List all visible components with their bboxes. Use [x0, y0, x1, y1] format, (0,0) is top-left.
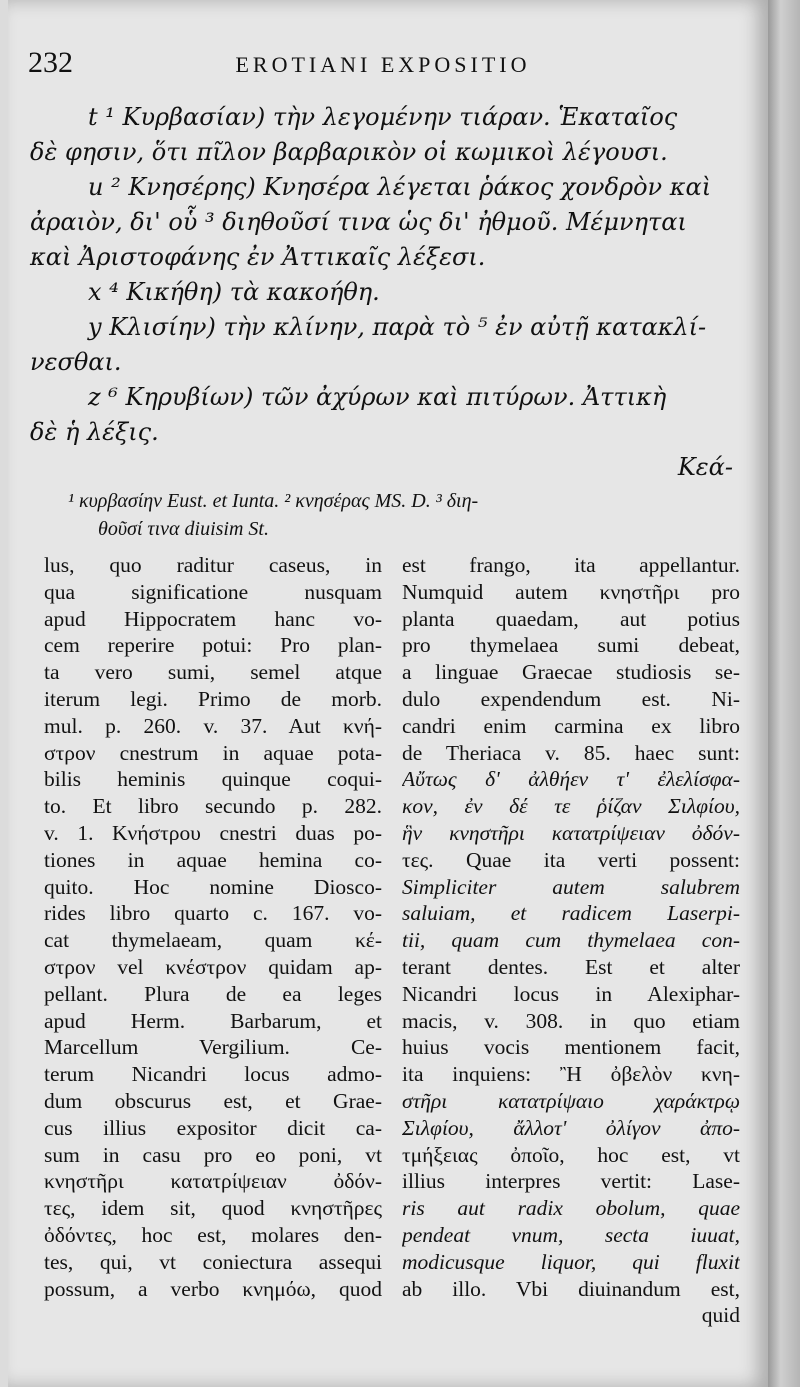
- commentary-line: Simpliciter autem salubrem: [402, 874, 740, 899]
- page-number: 232: [28, 46, 73, 79]
- commentary-line: rides libro quarto c. 167. vo-: [44, 901, 382, 926]
- commentary-line: mul. p. 260. v. 37. Aut κνή-: [44, 713, 382, 738]
- commentary-line: illius interpres vertit: Lase-: [402, 1169, 740, 1194]
- greek-line: x ⁴ Κικήθη) τὰ κακοήθη.: [88, 278, 380, 306]
- footnote-line: ¹ κυρβασίην Eust. et Iunta. ² κνησέρας MS. D. ³ διη-: [68, 490, 479, 512]
- commentary-line: macis, v. 308. in quo etiam: [402, 1008, 740, 1033]
- commentary-line: sum in casu pro eo poni, vt: [44, 1142, 382, 1167]
- commentary-line: τες, idem sit, quod κνηστῆρες: [44, 1196, 382, 1221]
- footnotes: [68, 487, 738, 543]
- greek-line: καὶ Ἀριστοφάνης ἐν Ἀττικαῖς λέξεσι.: [30, 243, 486, 271]
- commentary-line: στῆρι κατατρίψαιο χαράκτρῳ: [402, 1088, 740, 1113]
- book-page: [8, 0, 768, 1387]
- catchword: Κεά-: [677, 453, 733, 481]
- running-head: EROTIANI EXPOSITIO: [235, 52, 531, 77]
- commentary-line: bilis heminis quinque coqui-: [44, 767, 382, 792]
- commentary-line: saluiam, et radicem Laserpi-: [402, 901, 740, 926]
- commentary-line: tiones in aquae hemina co-: [44, 847, 382, 872]
- commentary-line: κον, ἐν δέ τε ῥίζαν Σιλφίου,: [402, 794, 740, 819]
- commentary-line: ris aut radix obolum, quae: [402, 1196, 740, 1221]
- latin-commentary: [44, 552, 740, 1329]
- commentary-line: planta quaedam, aut potius: [402, 606, 740, 631]
- commentary-right-column: [402, 552, 740, 1329]
- commentary-line: quito. Hoc nomine Dioscο-: [44, 874, 382, 899]
- commentary-line: στρον cnestrum in aquae pota-: [44, 740, 382, 765]
- commentary-line: pendeat vnum, secta iuuat,: [402, 1222, 740, 1247]
- commentary-line: cem reperire potui: Pro plan-: [44, 633, 382, 658]
- commentary-line: lus, quo raditur caseus, in: [44, 553, 382, 577]
- footnote-line: θοῦσί τινα diuisim St.: [98, 518, 269, 540]
- commentary-line: pellant. Plura de ea leges: [44, 981, 382, 1006]
- commentary-line: Σιλφίου, ἄλλοτ' ὀλίγον ἀπο-: [402, 1115, 740, 1140]
- book-spine-edge: [768, 0, 800, 1387]
- commentary-line: στρον vel κνέστρον quidam ap-: [44, 954, 382, 979]
- commentary-line: Nicandri locus in Alexiphar-: [402, 981, 740, 1006]
- commentary-line: Αὔτως δ' ἀλθήεν τ' ἐλελίσφα-: [402, 767, 740, 792]
- commentary-line: de Theriaca v. 85. haec sunt:: [402, 740, 740, 765]
- commentary-line: ὀδόντες, hoc est, molares den-: [44, 1222, 382, 1247]
- commentary-line: cat thymelaeam, quam κέ-: [44, 928, 382, 953]
- commentary-line: apud Hippocratem hanc vo-: [44, 606, 382, 631]
- commentary-line: est frango, ita appellantur.: [402, 553, 740, 577]
- commentary-line: cus illius expositor dicit ca-: [44, 1115, 382, 1140]
- commentary-line: v. 1. Κνήστρου cnestri duas po-: [44, 820, 382, 845]
- commentary-line: possum, a verbo κνημόω, quod: [44, 1276, 382, 1301]
- greek-line: u ² Κνησέρης) Κνησέρα λέγεται ῥάκος χονδρὸν καὶ: [88, 173, 712, 201]
- commentary-line: ἣν κνηστῆρι κατατρίψειαν ὀδόν-: [402, 820, 740, 845]
- commentary-line: terum Nicandri locus admo-: [44, 1062, 382, 1087]
- commentary-left-column: [44, 552, 382, 1329]
- greek-line: z ⁶ Κηρυβίων) τῶν ἀχύρων καὶ πιτύρων. Ἀττικὴ: [88, 383, 667, 411]
- commentary-line: pro thymelaea sumi debeat,: [402, 633, 740, 658]
- commentary-line: a linguae Graecae studiosis se-: [402, 660, 740, 685]
- commentary-line: tii, quam cum thymelaea con-: [402, 928, 740, 953]
- commentary-line: tes, qui, vt coniectura assequi: [44, 1249, 382, 1274]
- greek-line: νεσθαι.: [30, 348, 122, 376]
- commentary-line: κνηστῆρι κατατρίψειαν ὀδόν-: [44, 1169, 382, 1194]
- commentary-line: huius vocis mentionem facit,: [402, 1035, 740, 1060]
- page-header: [28, 46, 738, 86]
- commentary-line: iterum legi. Primo de morb.: [44, 686, 382, 711]
- commentary-line: dum obscurus est, et Grae-: [44, 1088, 382, 1113]
- greek-line: δὲ φησιν, ὅτι πῖλον βαρβαρικὸν οἱ κωμικοὶ λέγουσι.: [30, 138, 668, 166]
- greek-glossary-entries: [30, 100, 733, 485]
- commentary-line: terant dentes. Est et alter: [402, 954, 740, 979]
- catchword: quid: [701, 1303, 740, 1328]
- commentary-line: candri enim carmina ex libro: [402, 713, 740, 738]
- commentary-line: ta vero sumi, semel atque: [44, 660, 382, 685]
- commentary-line: τες. Quae ita verti possent:: [402, 847, 740, 872]
- commentary-line: to. Et libro secundo p. 282.: [44, 794, 382, 819]
- commentary-line: Numquid autem κνηστῆρι pro: [402, 579, 740, 604]
- greek-line: ἀραιὸν, δι' οὗ ³ διηθοῦσί τινα ὡς δι' ἠθμοῦ. Μέμνηται: [30, 208, 687, 236]
- commentary-line: τμήξειας ὀποῖο, hoc est, vt: [402, 1142, 740, 1167]
- greek-line: δὲ ἡ λέξις.: [30, 418, 159, 446]
- commentary-line: Marcellum Vergilium. Ce-: [44, 1035, 382, 1060]
- commentary-line: apud Herm. Barbarum, et: [44, 1008, 382, 1033]
- greek-line: y Κλισίην) τὴν κλίνην, παρὰ τὸ ⁵ ἐν αὐτῇ κατακλί-: [88, 313, 707, 341]
- commentary-line: ita inquiens: Ἢ ὀβελὸν κνη-: [402, 1062, 740, 1087]
- commentary-line: qua significatione nusquam: [44, 579, 382, 604]
- commentary-line: ab illo. Vbi diuinandum est,: [402, 1276, 740, 1301]
- commentary-line: dulo expendendum est. Ni-: [402, 686, 740, 711]
- commentary-line: modicusque liquor, qui fluxit: [402, 1249, 740, 1274]
- greek-line: t ¹ Κυρβασίαν) τὴν λεγομένην τιάραν. Ἑκαταῖος: [88, 103, 678, 131]
